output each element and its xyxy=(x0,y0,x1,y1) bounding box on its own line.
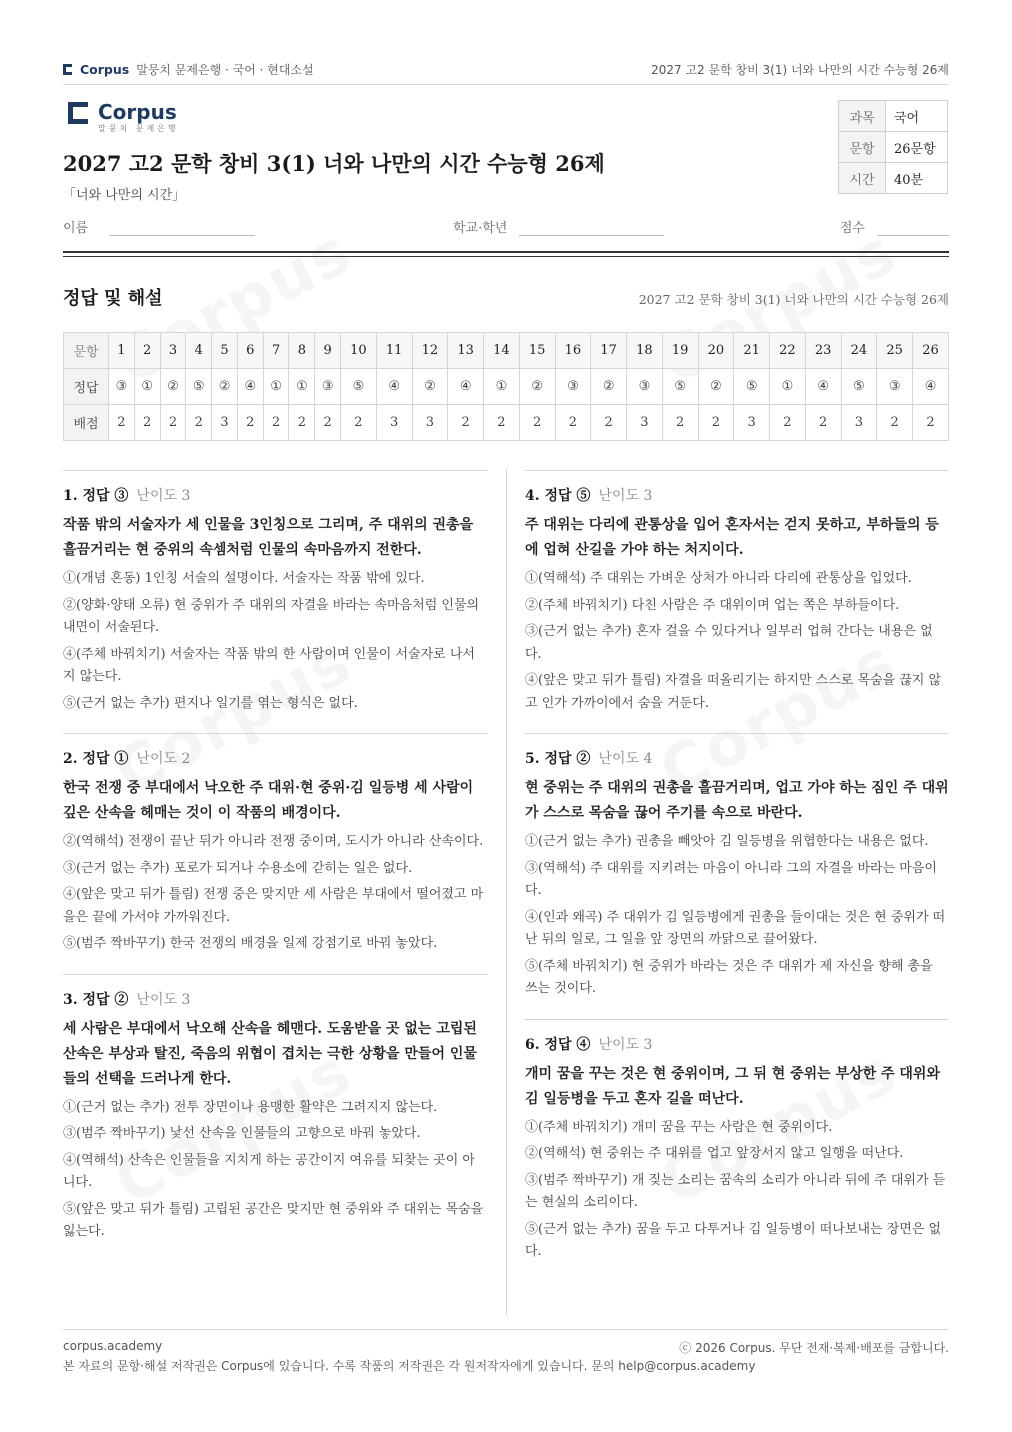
score-field[interactable] xyxy=(877,215,949,236)
points-cell: 2 xyxy=(109,405,135,441)
answer-cell: ⑤ xyxy=(341,369,377,405)
footer-site: corpus.academy xyxy=(63,1339,163,1353)
choice-explanation: ③(범주 짝바꾸기) 개 짖는 소리는 꿈속의 소리가 아니라 뒤에 주 대위가 듣는 현실의 소리이다. xyxy=(525,1172,946,1210)
top-brand: Corpus xyxy=(80,61,130,77)
points-cell: 2 xyxy=(698,405,734,441)
info-key: 과목 xyxy=(839,101,886,132)
question-explanation xyxy=(525,733,949,1001)
question-number: 16 xyxy=(555,333,591,369)
question-number: 7 xyxy=(263,333,289,369)
logo-name: Corpus xyxy=(98,100,177,124)
question-number: 19 xyxy=(662,333,698,369)
info-value: 26문항 xyxy=(886,132,948,163)
points-cell: 3 xyxy=(412,405,448,441)
question-number: 12 xyxy=(412,333,448,369)
explanation-lead: 주 대위는 다리에 관통상을 입어 혼자서는 걷지 못하고, 부하들의 등에 업혀 산길을 가야 하는 처지이다. xyxy=(525,517,939,558)
answer-table xyxy=(63,332,949,441)
points-cell: 2 xyxy=(160,405,186,441)
question-number: 23 xyxy=(805,333,841,369)
question-number: 8 xyxy=(289,333,315,369)
choice-explanation: ①(주체 바꿔치기) 개미 꿈을 꾸는 사람은 현 중위이다. xyxy=(525,1119,833,1135)
choice-explanation: ①(근거 없는 추가) 전투 장면이나 용맹한 활약은 그려지지 않는다. xyxy=(63,1099,438,1115)
corpus-logo-icon xyxy=(68,102,90,124)
info-value: 40분 xyxy=(886,163,948,194)
question-number: 10 xyxy=(341,333,377,369)
answer-cell: ① xyxy=(484,369,520,405)
points-cell: 3 xyxy=(841,405,877,441)
answer-cell: ① xyxy=(770,369,806,405)
question-number: 26 xyxy=(913,333,949,369)
answer-cell: ① xyxy=(263,369,289,405)
points-cell: 2 xyxy=(519,405,555,441)
answer-cell: ② xyxy=(591,369,627,405)
choice-explanation: ⑤(근거 없는 추가) 편지나 일기를 엮는 형식은 없다. xyxy=(63,695,358,711)
question-explanation xyxy=(63,974,487,1244)
points-cell: 2 xyxy=(237,405,263,441)
question-number: 4 xyxy=(186,333,212,369)
choice-explanation: ②(역해석) 전쟁이 끝난 뒤가 아니라 전쟁 중이며, 도시가 아니라 산속이다. xyxy=(63,834,484,849)
info-key: 문항 xyxy=(839,132,886,163)
points-cell: 2 xyxy=(289,405,315,441)
question-header xyxy=(525,1034,949,1054)
choice-explanation: ⑤(주체 바꿔치기) 현 중위가 바라는 것은 주 대위가 제 자신을 향해 총을 쓰는 것이다. xyxy=(525,958,933,996)
divider xyxy=(63,84,949,85)
answer-cell: ④ xyxy=(805,369,841,405)
question-header xyxy=(63,485,487,505)
answer-cell: ④ xyxy=(376,369,412,405)
answer-cell: ⑤ xyxy=(186,369,212,405)
points-cell: 3 xyxy=(627,405,663,441)
choice-explanation: ⑤(앞은 맞고 뒤가 틀림) 고립된 공간은 맞지만 현 중위와 주 대위는 목숨을 잃는다. xyxy=(63,1201,484,1239)
choice-explanation: ③(근거 없는 추가) 혼자 걸을 수 있다거나 일부러 업혀 간다는 내용은 없다. xyxy=(525,624,933,662)
question-answer: 4. 정답 ⑤ xyxy=(525,488,591,504)
points-cell: 2 xyxy=(913,405,949,441)
question-answer: 5. 정답 ② xyxy=(525,751,591,767)
answer-cell: ③ xyxy=(315,369,341,405)
section-title: 정답 및 해설 xyxy=(63,288,163,309)
question-header xyxy=(525,485,949,505)
points-cell: 2 xyxy=(662,405,698,441)
question-answer: 1. 정답 ③ xyxy=(63,488,129,504)
question-explanation xyxy=(525,470,949,715)
question-number: 14 xyxy=(484,333,520,369)
points-cell: 2 xyxy=(877,405,913,441)
question-number: 24 xyxy=(841,333,877,369)
explanation-lead: 세 사람은 부대에서 낙오해 산속을 헤맨다. 도움받을 곳 없는 고립된 산속은 부상과 탈진, 죽음의 위협이 겹치는 극한 상황을 만들어 인물들의 선택을 드러나게 한다. xyxy=(63,1020,477,1087)
question-number: 21 xyxy=(734,333,770,369)
points-cell: 3 xyxy=(734,405,770,441)
explanation-lead: 현 중위는 주 대위의 권총을 흘끔거리며, 업고 가야 하는 짐인 주 대위가 스스로 목숨을 끊어 주기를 속으로 바란다. xyxy=(525,780,949,821)
answer-cell: ⑤ xyxy=(841,369,877,405)
choice-explanation: ③(범주 짝바꾸기) 낯선 산속을 인물들의 고향으로 바꿔 놓았다. xyxy=(63,1126,421,1141)
question-header xyxy=(63,989,487,1009)
page-title: 2027 고2 문학 창비 3(1) 너와 나만의 시간 수능형 26제 xyxy=(63,151,605,176)
explanation-lead: 한국 전쟁 중 부대에서 낙오한 주 대위·현 중위·김 일등병 세 사람이 깊은 산속을 헤매는 것이 이 작품의 배경이다. xyxy=(63,780,474,821)
question-header xyxy=(525,748,949,768)
points-cell: 2 xyxy=(555,405,591,441)
question-number: 6 xyxy=(237,333,263,369)
choice-explanation: ④(앞은 맞고 뒤가 틀림) 자결을 떠올리기는 하지만 스스로 목숨을 끊지 않고 인가 가까이에서 숨을 거둔다. xyxy=(525,673,942,711)
choice-explanation: ④(앞은 맞고 뒤가 틀림) 전쟁 중은 맞지만 세 사람은 부대에서 떨어졌고 마을은 끝에 가서야 가까워진다. xyxy=(63,887,484,925)
answer-cell: ② xyxy=(160,369,186,405)
points-cell: 2 xyxy=(186,405,212,441)
answer-cell: ② xyxy=(698,369,734,405)
choice-explanation: ⑤(근거 없는 추가) 꿈을 두고 다투거나 김 일등병이 떠나보내는 장면은 없다. xyxy=(525,1221,942,1259)
explanations-left-column xyxy=(63,470,487,1262)
choice-explanation: ①(근거 없는 추가) 권총을 빼앗아 김 일등병을 위협한다는 내용은 없다. xyxy=(525,834,929,849)
question-number: 2 xyxy=(134,333,160,369)
points-cell: 2 xyxy=(263,405,289,441)
question-number: 3 xyxy=(160,333,186,369)
column-divider xyxy=(506,470,507,1314)
explanation-lead: 개미 꿈을 꾸는 것은 현 중위이며, 그 뒤 현 중위는 부상한 주 대위와 김 일등병을 두고 혼자 길을 떠난다. xyxy=(525,1065,940,1107)
header-divider xyxy=(63,251,949,257)
logo xyxy=(68,102,179,133)
divider xyxy=(63,1329,949,1330)
question-number: 18 xyxy=(627,333,663,369)
name-label: 이름 xyxy=(63,221,89,236)
difficulty: 난이도 3 xyxy=(598,1036,653,1053)
answer-cell: ④ xyxy=(237,369,263,405)
points-cell: 3 xyxy=(212,405,238,441)
answer-cell: ① xyxy=(289,369,315,405)
footer-notice: 본 자료의 문항·해설 저작권은 Corpus에 있습니다. 수록 작품의 저작권은 각 원저작자에게 있습니다. 문의 help@corpus.academy xyxy=(63,1359,756,1373)
question-number: 9 xyxy=(315,333,341,369)
points-cell: 2 xyxy=(770,405,806,441)
difficulty: 난이도 2 xyxy=(136,751,191,767)
page-subtitle: 「너와 나만의 시간」 xyxy=(63,188,186,203)
difficulty: 난이도 3 xyxy=(598,488,653,504)
top-doc-ref: 2027 고2 문학 창비 3(1) 너와 나만의 시간 수능형 26제 xyxy=(651,62,949,77)
explanation-lead: 작품 밖의 서술자가 세 인물을 3인칭으로 그리며, 주 대위의 권총을 흘끔거리는 현 중위의 속셈처럼 인물의 속마음까지 전한다. xyxy=(63,517,474,558)
choice-explanation: ④(역해석) 산속은 인물들을 지치게 하는 공간이지 여유를 되찾는 곳이 아니다. xyxy=(63,1152,475,1190)
answer-cell: ① xyxy=(134,369,160,405)
question-number: 13 xyxy=(448,333,484,369)
choice-explanation: ③(근거 없는 추가) 포로가 되거나 수용소에 갇히는 일은 없다. xyxy=(63,860,413,876)
question-header xyxy=(63,748,487,768)
choice-explanation: ⑤(범주 짝바꾸기) 한국 전쟁의 배경을 일제 강점기로 바꿔 놓았다. xyxy=(63,936,438,951)
top-bar-left xyxy=(63,61,314,78)
row-label: 정답 xyxy=(64,369,109,405)
choice-explanation: ④(주체 바꿔치기) 서술자는 작품 밖의 한 사람이며 인물이 서술자로 나서지 않는다. xyxy=(63,646,475,684)
answer-cell: ② xyxy=(212,369,238,405)
name-field[interactable] xyxy=(110,215,255,236)
points-cell: 2 xyxy=(341,405,377,441)
info-box xyxy=(838,100,948,194)
answer-cell: ③ xyxy=(627,369,663,405)
info-value: 국어 xyxy=(886,101,948,132)
question-number: 1 xyxy=(109,333,135,369)
choice-explanation: ①(개념 혼동) 1인칭 서술의 설명이다. 서술자는 작품 밖에 있다. xyxy=(63,571,425,586)
points-cell: 2 xyxy=(448,405,484,441)
student-info-row xyxy=(63,215,949,239)
difficulty: 난이도 4 xyxy=(598,751,653,767)
question-explanation xyxy=(63,733,487,956)
choice-explanation: ③(역해석) 주 대위를 지키려는 마음이 아니라 그의 자결을 바라는 마음이다. xyxy=(525,860,937,898)
question-answer: 3. 정답 ② xyxy=(63,991,129,1008)
score-label: 점수 xyxy=(839,221,865,236)
answer-cell: ③ xyxy=(109,369,135,405)
choice-explanation: ④(인과 왜곡) 주 대위가 김 일등병에게 권총을 들이대는 것은 현 중위가 떠난 뒤의 일로, 그 일을 앞 장면의 까닭으로 끌어왔다. xyxy=(525,909,946,947)
logo-tagline: 말뭉치 문제은행 xyxy=(98,124,179,133)
question-number: 15 xyxy=(519,333,555,369)
question-number: 22 xyxy=(770,333,806,369)
choice-explanation: ②(역해석) 현 중위는 주 대위를 업고 앞장서지 않고 일행을 떠난다. xyxy=(525,1146,904,1161)
points-cell: 2 xyxy=(134,405,160,441)
info-key: 시간 xyxy=(839,163,886,194)
difficulty: 난이도 3 xyxy=(136,991,191,1008)
question-number: 11 xyxy=(376,333,412,369)
choice-explanation: ②(주체 바꿔치기) 다친 사람은 주 대위이며 업는 쪽은 부하들이다. xyxy=(525,597,900,613)
points-cell: 2 xyxy=(484,405,520,441)
corpus-logo-icon xyxy=(63,64,73,75)
choice-explanation: ①(역해석) 주 대위는 가벼운 상처가 아니라 다리에 관통상을 입었다. xyxy=(525,571,912,586)
answer-cell: ② xyxy=(412,369,448,405)
question-answer: 6. 정답 ④ xyxy=(525,1036,591,1053)
answer-cell: ⑤ xyxy=(734,369,770,405)
answer-cell: ③ xyxy=(877,369,913,405)
difficulty: 난이도 3 xyxy=(136,488,191,504)
school-field[interactable] xyxy=(519,215,664,236)
points-cell: 2 xyxy=(591,405,627,441)
question-number: 5 xyxy=(212,333,238,369)
question-number: 17 xyxy=(591,333,627,369)
explanations-right-column xyxy=(525,470,949,1282)
footer-copyright: ⓒ 2026 Corpus. 무단 전재·복제·배포를 금합니다. xyxy=(679,1341,949,1355)
choice-explanation: ②(양화·양태 오류) 현 중위가 주 대위의 자결을 바라는 속마음처럼 인물의 내면이 서술된다. xyxy=(63,597,480,635)
school-label: 학교·학년 xyxy=(453,221,508,236)
points-cell: 2 xyxy=(805,405,841,441)
question-explanation xyxy=(525,1019,949,1264)
question-explanation xyxy=(63,470,487,715)
answer-cell: ⑤ xyxy=(662,369,698,405)
section-ref: 2027 고2 문학 창비 3(1) 너와 나만의 시간 수능형 26제 xyxy=(638,292,949,307)
answer-cell: ④ xyxy=(913,369,949,405)
points-cell: 2 xyxy=(315,405,341,441)
answer-cell: ② xyxy=(519,369,555,405)
breadcrumb: 말뭉치 문제은행 · 국어 · 현대소설 xyxy=(136,62,314,77)
answer-cell: ④ xyxy=(448,369,484,405)
question-number: 25 xyxy=(877,333,913,369)
row-label: 문항 xyxy=(64,333,109,369)
answer-cell: ③ xyxy=(555,369,591,405)
question-number: 20 xyxy=(698,333,734,369)
points-cell: 3 xyxy=(376,405,412,441)
row-label: 배점 xyxy=(64,405,109,441)
top-bar xyxy=(63,58,949,80)
question-answer: 2. 정답 ① xyxy=(63,751,129,767)
